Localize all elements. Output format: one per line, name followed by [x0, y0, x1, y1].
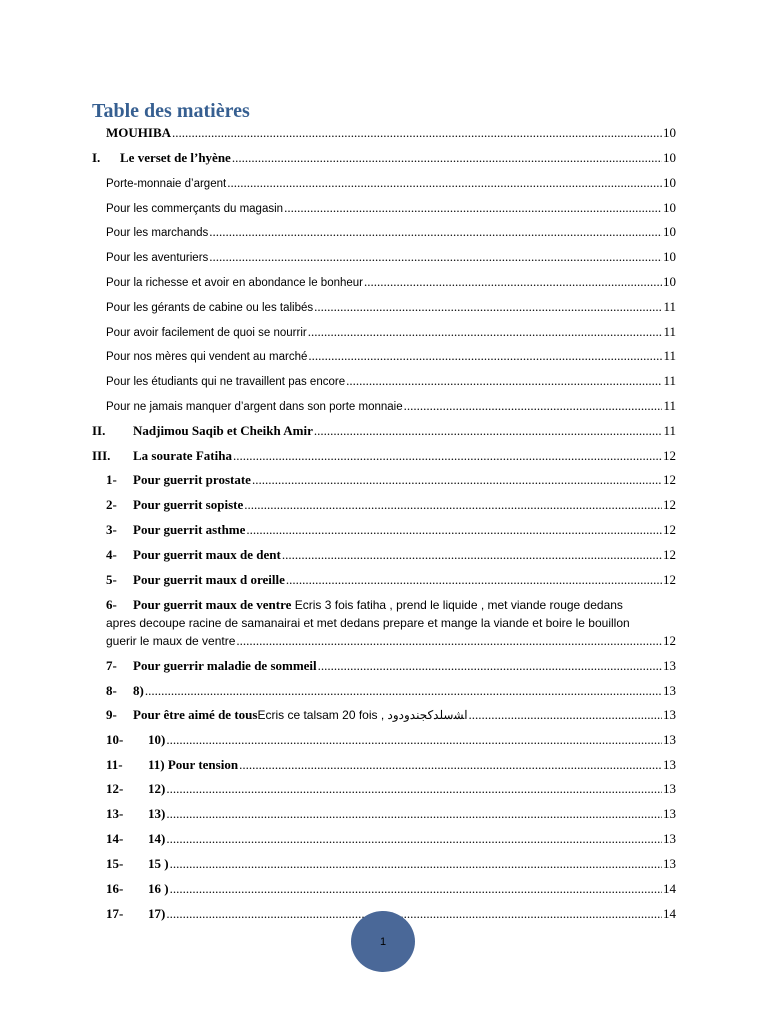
- toc-entry-number: 16-: [106, 881, 124, 896]
- toc-entry-label: Pour guerrir maladie de sommeil: [133, 658, 317, 673]
- toc-entry-number: 3-: [106, 522, 117, 537]
- toc-leader: [308, 347, 662, 365]
- toc-leader: [286, 571, 662, 589]
- toc-entry-label: Pour les marchands: [106, 227, 209, 239]
- toc-leader: [172, 124, 662, 142]
- toc-leader: [469, 706, 662, 724]
- toc-entry-number: 8-: [106, 683, 117, 698]
- toc-entry-page: 13: [663, 781, 676, 796]
- toc-entry-page: 13: [663, 732, 676, 747]
- toc-entry-label: 12): [148, 781, 166, 796]
- toc-leader: [233, 447, 662, 465]
- toc-leader: [209, 248, 662, 266]
- toc-entry-page: 10: [663, 249, 676, 264]
- toc-entry-label: Pour ne jamais manquer d’argent dans son porte monnaie: [106, 401, 403, 413]
- toc-entry-number: 9-: [106, 707, 117, 722]
- toc-entry-label: Pour la richesse et avoir en abondance le bonheur: [106, 277, 364, 289]
- toc-leader: [239, 756, 662, 774]
- toc-leader: [404, 397, 663, 415]
- toc-entry-page: 13: [663, 856, 676, 871]
- toc-entry-number: 1-: [106, 472, 117, 487]
- toc-entry-label: Pour les gérants de cabine ou les talibés: [106, 302, 314, 314]
- toc-title: Table des matières: [92, 100, 250, 122]
- toc-entry-description: Ecris 3 fois fatiha , prend le liquide , met viande rouge dedans: [291, 598, 623, 612]
- toc-entry-label: Pour guerrit asthme: [133, 522, 246, 537]
- toc-entry-page: 14: [663, 881, 676, 896]
- toc-leader: [364, 273, 662, 291]
- toc-entry-label: Pour guerrit maux de dent: [133, 547, 281, 562]
- toc-leader: [166, 780, 662, 798]
- toc-entry-label: Pour nos mères qui vendent au marché: [106, 351, 308, 363]
- toc-leader: [314, 422, 663, 440]
- toc-entry-page: 12: [663, 572, 676, 587]
- toc-entry-number: 17-: [106, 906, 124, 921]
- toc-leader: [236, 632, 662, 650]
- toc-leader: [166, 905, 662, 923]
- toc-entry-number: 6-: [106, 597, 117, 612]
- toc-leader: [282, 546, 662, 564]
- toc-leader: [252, 471, 662, 489]
- toc-leader: [246, 521, 662, 539]
- toc-entry-label: 8): [133, 683, 144, 698]
- toc-entry-page: 11: [663, 398, 676, 413]
- toc-entry-page: 10: [663, 150, 676, 165]
- toc-entry-label: Pour guerrit maux d oreille: [133, 572, 285, 587]
- toc-leader: [232, 149, 662, 167]
- toc-entry-label: Pour être aimé de tous: [133, 707, 258, 722]
- toc-leader: [170, 855, 662, 873]
- toc-entry-number: 15-: [106, 856, 124, 871]
- toc-entry-number: I.: [92, 150, 101, 165]
- toc-leader: [166, 805, 662, 823]
- toc-entry-page: 10: [663, 200, 676, 215]
- toc-entry-page: 12: [663, 448, 676, 463]
- toc-entry-number: 2-: [106, 497, 117, 512]
- toc-entry-label: Pour les aventuriers: [106, 252, 209, 264]
- toc-entry-label: Pour guerrit maux de ventre: [133, 597, 292, 612]
- toc-entry-number: III.: [92, 448, 111, 463]
- toc-entry-page: 10: [663, 175, 676, 190]
- toc-entry-page: 13: [663, 806, 676, 821]
- toc-entry-page: 13: [663, 707, 676, 722]
- toc-entry-label: Pour guerrit sopiste: [133, 497, 244, 512]
- toc-entry-number: 4-: [106, 547, 117, 562]
- toc-leader: [314, 298, 662, 316]
- toc-entry-page: 11: [663, 423, 676, 438]
- toc-entry-page: 11: [663, 373, 676, 388]
- toc-leader: [166, 830, 662, 848]
- toc-entry-page: 10: [663, 274, 676, 289]
- toc-entry-page: 12: [663, 547, 676, 562]
- toc-entry-page: 10: [663, 224, 676, 239]
- toc-entry-page: 14: [663, 906, 676, 921]
- toc-leader: [318, 657, 662, 675]
- toc-entry-label: 17): [148, 906, 166, 921]
- toc-entry-label: Nadjimou Saqib et Cheikh Amir: [133, 423, 313, 438]
- toc-entry-page: 11: [663, 299, 676, 314]
- page-number: 1: [379, 935, 387, 948]
- toc-leader: [170, 880, 662, 898]
- toc-leader: [308, 323, 663, 341]
- toc-entry[interactable]: [0, 596, 768, 652]
- toc-entry-page: 11: [663, 348, 676, 363]
- toc-entry-page: 12: [663, 497, 676, 512]
- toc-entry-page: 11: [663, 324, 676, 339]
- toc-entry-label: MOUHIBA: [106, 125, 171, 140]
- toc-entry-label: Le verset de l’hyène: [120, 150, 231, 165]
- toc-entry-label: 11) Pour tension: [148, 757, 239, 772]
- toc-entry-description: Ecris ce talsam 20 fois , ﺍﺸﺳﻠﺪﮐﺠﻨﺪﻭﺩﻭﺩ: [257, 708, 468, 722]
- toc-leader: [145, 682, 662, 700]
- toc-entry-page: 12: [663, 633, 676, 648]
- toc-entry-page: 10: [663, 125, 676, 140]
- toc-entry-number: 12-: [106, 781, 124, 796]
- toc-entry-label: 15 ): [148, 856, 169, 871]
- toc-entry-number: 14-: [106, 831, 124, 846]
- toc-leader: [209, 223, 662, 241]
- toc-entry-number: 10-: [106, 732, 124, 747]
- toc-entry-number: 11-: [106, 757, 123, 772]
- toc-entry-page: 12: [663, 472, 676, 487]
- toc-entry-page: 13: [663, 658, 676, 673]
- toc-entry-label: Pour guerrit prostate: [133, 472, 251, 487]
- toc-entry-page: 13: [663, 683, 676, 698]
- toc-entry-page: 13: [663, 757, 676, 772]
- toc-entry-label: 10): [148, 732, 166, 747]
- toc-entry-page: 13: [663, 831, 676, 846]
- toc-entry-label: Pour avoir facilement de quoi se nourrir: [106, 327, 307, 339]
- page-number-badge: [351, 911, 415, 972]
- toc-entry-page: 12: [663, 522, 676, 537]
- toc-entry-number: 7-: [106, 658, 117, 673]
- toc-entry-label: 13): [148, 806, 166, 821]
- toc-entry-number: II.: [92, 423, 106, 438]
- toc-entry-label: 16 ): [148, 881, 169, 896]
- toc-leader: [244, 496, 662, 514]
- toc-entry-number: 5-: [106, 572, 117, 587]
- toc-leader: [284, 199, 662, 217]
- toc-leader: [346, 372, 662, 390]
- toc-entry-label: Pour les étudiants qui ne travaillent pas encore: [106, 376, 346, 388]
- toc-entry-description-line: apres decoupe racine de samanairai et met dedans prepare et mange la viande et boire le bouillon: [106, 616, 630, 630]
- toc-entry-number: 13-: [106, 806, 124, 821]
- toc-entry-label: Pour les commerçants du magasin: [106, 203, 284, 215]
- toc-entry-description-line: guerir le maux de ventre: [106, 634, 236, 648]
- toc-entry-label: La sourate Fatiha: [133, 448, 232, 463]
- toc-leader: [166, 731, 662, 749]
- toc-entry-label: Porte-monnaie d’argent: [106, 178, 227, 190]
- toc-entry-label: 14): [148, 831, 166, 846]
- toc-leader: [227, 174, 662, 192]
